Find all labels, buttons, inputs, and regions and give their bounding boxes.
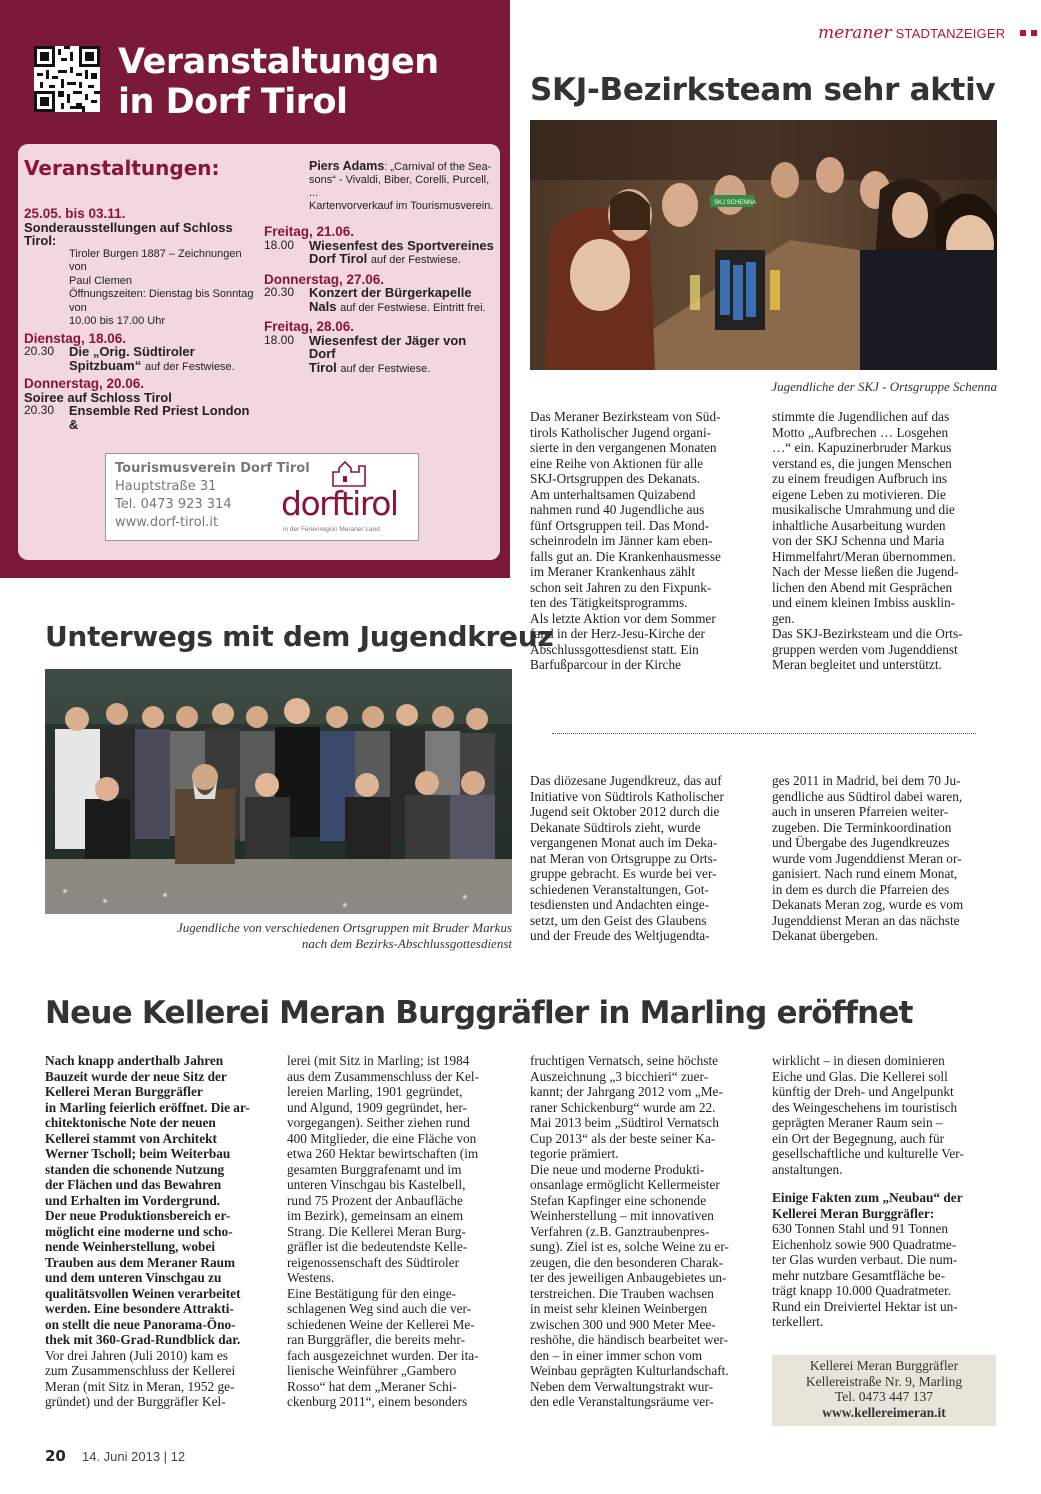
- event-note: auf der Festwiese. Eintritt frei.: [340, 301, 486, 314]
- text-line: Dekanate Südtirols zieht, wurde: [530, 819, 701, 835]
- text-line: nahmen rund 40 Jugendliche aus: [530, 502, 705, 517]
- text-line: nat Meran von Ortsgruppe zu Orts-: [530, 850, 718, 866]
- text-line: ckenburg 2011“, einem besonders: [287, 1394, 468, 1409]
- text-line: im Bezirk), gemeinsam an einem: [287, 1208, 464, 1223]
- event-time: 20.30: [24, 344, 55, 358]
- kellerei-contact-street: Kellereistraße Nr. 9, Marling: [805, 1373, 963, 1389]
- text-line: SKJ-Ortsgruppen des Dekanats.: [530, 471, 701, 486]
- text-line: gen.: [772, 610, 795, 626]
- text-line: vergangenen Monat auch im Deka-: [530, 835, 718, 850]
- event-right-column: [264, 160, 496, 376]
- text-line: raner Schickenburg“ wurde am 22.: [530, 1099, 716, 1115]
- text-line: ten des Tätigkeitsprogramms.: [530, 595, 688, 610]
- event-line: Paul Clemen: [69, 274, 132, 287]
- event-title: Soiree auf Schloss Tirol: [24, 389, 172, 405]
- event-title: Wiesenfest der Jäger von Dorf: [308, 332, 467, 361]
- text-line: Rosso“ hat dem „Meraner Schi-: [287, 1378, 457, 1394]
- text-line: werden. Eine besondere Attrakti-: [45, 1301, 234, 1316]
- events-title-line2: in Dorf Tirol: [118, 82, 348, 122]
- event-title: Sonderausstellungen auf Schloss Tirol:: [24, 219, 233, 248]
- text-line: gruppen werden vom Jugenddienst: [772, 641, 958, 657]
- text-line: Kellerei stammt von Architekt: [45, 1130, 217, 1146]
- event-line: sons“ - Vivaldi, Biber, Corelli, Purcell, ...: [309, 174, 490, 199]
- text-line: onsanlage ermöglicht Kellermeister: [530, 1177, 720, 1192]
- text-line: im Meraner Krankenhaus zählt: [530, 564, 696, 579]
- text-line: Initiative von Südtirols Katholischer: [530, 788, 724, 804]
- text-line: Meran (mit Sitz in Meran, 1952 ge-: [45, 1378, 235, 1394]
- jugendkreuz-caption: [45, 920, 512, 951]
- text-line: musikalische Umrahmung und die: [772, 502, 955, 517]
- jugendkreuz-column-1: [530, 773, 754, 944]
- text-line: trägt knapp 10.000 Quadratmeter.: [772, 1283, 952, 1298]
- text-line: Rund ein Dreiviertel Hektar ist un-: [772, 1298, 958, 1314]
- event-date: Donnerstag, 27.06.: [264, 271, 385, 287]
- text-line: Der neue Produktionsbereich er-: [45, 1208, 231, 1223]
- kellerei-column-4-body: [772, 1053, 996, 1177]
- text-line: Werner Tscholl; beim Weiterbau: [45, 1146, 231, 1161]
- event-note: auf der Festwiese.: [340, 362, 431, 375]
- skj-column-1: [530, 409, 754, 673]
- text-line: Einige Fakten zum „Neubau“ der: [772, 1190, 963, 1205]
- text-line: und Algund, 1909 gegründet, her-: [287, 1099, 467, 1115]
- kellerei-facts: [772, 1221, 996, 1330]
- text-line: ganisiert. Nach rund einem Monat,: [772, 866, 958, 881]
- text-line: Motto „Aufbrechen … Losgehen: [772, 424, 949, 440]
- caption-line: Jugendliche von verschiedenen Ortsgruppen mit Bruder Markus: [176, 920, 512, 935]
- issue-date: 14. Juni 2013 | 12: [82, 1449, 186, 1464]
- event-title: Die „Orig. Südtiroler: [69, 344, 195, 359]
- article-divider: [552, 733, 976, 734]
- skj-photo: [530, 120, 997, 370]
- masthead-caps: STADTANZEIGER: [895, 26, 1006, 41]
- event-date: Freitag, 21.06.: [264, 224, 355, 239]
- text-line: Cup 2013“ als der beste seiner Ka-: [530, 1130, 716, 1146]
- jugendkreuz-column-2: [772, 773, 996, 944]
- events-title-line1: Veranstaltungen: [118, 42, 439, 82]
- event-time: 20.30: [24, 403, 55, 417]
- event-line: : „Carnival of the Sea-: [384, 161, 492, 173]
- kellerei-contact-name: Kellerei Meran Burggräfler: [809, 1358, 959, 1373]
- event-date: Freitag, 28.06.: [264, 319, 355, 334]
- text-line: Mai 2013 beim „Südtirol Vernatsch: [530, 1115, 719, 1130]
- kellerei-column-1-body: [45, 1348, 269, 1410]
- skj-column-2: [772, 409, 996, 673]
- text-line: Kellerei Meran Burggräfler: [45, 1084, 203, 1099]
- event-time: 18.00: [264, 237, 295, 252]
- text-line: vorgegangen). Seither ziehen rund: [287, 1115, 470, 1130]
- skj-caption: Jugendliche der SKJ - Ortsgruppe Schenna: [771, 379, 997, 394]
- text-line: in Marling feierlich eröffnet. Die ar-: [45, 1099, 250, 1115]
- text-line: Dekanats Meran zog, wurde es vom: [772, 897, 964, 912]
- text-line: Neben dem Verwaltungstrakt wur-: [530, 1378, 714, 1394]
- text-line: und Erhalten im Vordergrund.: [45, 1192, 221, 1208]
- text-line: schlagenen Weg sind auch die ver-: [287, 1301, 472, 1316]
- text-line: Auszeichnung „3 bicchieri“ zuer-: [530, 1068, 709, 1084]
- text-line: Stefan Kapfinger eine schonende: [530, 1192, 707, 1208]
- text-line: den edle Veranstaltungsräume ver-: [530, 1394, 714, 1409]
- kellerei-column-2: [287, 1053, 511, 1410]
- kellerei-column-4: [772, 1053, 996, 1330]
- text-line: Nach knapp anderthalb Jahren: [45, 1053, 224, 1068]
- event-title: Ensemble Red Priest London &: [68, 403, 250, 432]
- text-line: verstand es, die jungen Menschen: [772, 455, 952, 471]
- text-line: Das SKJ-Bezirksteam und die Orts-: [772, 626, 963, 641]
- event-title: Dorf Tirol: [309, 251, 368, 266]
- masthead: [818, 23, 1005, 43]
- text-line: gesamten Burggrafenamt und im: [287, 1161, 462, 1177]
- text-line: Die neue und moderne Produkti-: [530, 1161, 705, 1177]
- logo-wordmark: dorftirol: [281, 484, 398, 523]
- masthead-script: meraner: [818, 23, 892, 43]
- text-line: lereien Marling, 1901 gegründet,: [287, 1084, 463, 1099]
- jugendkreuz-headline: Unterwegs mit dem Jugendkreuz: [45, 620, 554, 653]
- contact-street: Hauptstraße 31: [115, 479, 217, 494]
- text-line: unteren Vinschgau bis Kastelbell,: [287, 1177, 466, 1192]
- text-line: gräfler ist die bedeutendste Kelle-: [287, 1239, 468, 1254]
- text-line: Jugend seit Oktober 2012 durch die: [530, 804, 720, 819]
- text-line: stimmte die Jugendlichen auf das: [772, 409, 950, 424]
- text-line: Trauben aus dem Meraner Raum: [45, 1254, 236, 1270]
- text-line: …“ ein. Kapuzinerbruder Markus: [772, 440, 952, 455]
- text-line: sierte in den vergangenen Monaten: [530, 440, 717, 455]
- text-line: Himmelfahrt/Meran übernommen.: [772, 548, 956, 564]
- text-line: fünf Ortsgruppen teil. Das Mond-: [530, 517, 710, 533]
- event-date: Donnerstag, 20.06.: [24, 376, 145, 391]
- text-line: und Übergabe des Jugendkreuzes: [772, 835, 950, 850]
- text-line: und dem unteren Vinschgau zu: [45, 1270, 222, 1285]
- text-line: fruchtigen Vernatsch, seine höchste: [530, 1053, 719, 1068]
- event-time: 18.00: [264, 332, 295, 347]
- text-line: ter des jeweiligen Anbaugebietes un-: [530, 1270, 727, 1285]
- text-line: lichen den Abend mit Gesprächen: [772, 579, 953, 595]
- text-line: auch in unseren Pfarreien weiter-: [772, 804, 949, 819]
- text-line: Weinbau geprägten Kulturlandschaft.: [530, 1363, 729, 1378]
- text-line: wirklicht – in diesen dominieren: [772, 1053, 945, 1068]
- kellerei-column-3: [530, 1053, 754, 1410]
- text-line: in meist sehr kleinen Weinbergen: [530, 1301, 708, 1316]
- text-line: lienische Weinführer „Gambero: [287, 1363, 457, 1378]
- text-line: reshöhe, die händisch bearbeitet wer-: [530, 1332, 728, 1347]
- text-line: qualitätsvollen Weinen verarbeitet: [45, 1285, 241, 1301]
- text-line: und einem kleinen Imbiss ausklin-: [772, 595, 956, 610]
- text-line: terkellert.: [772, 1314, 824, 1329]
- text-line: mehr nutzbare Gesamtfläche be-: [772, 1267, 946, 1283]
- text-line: eine Reihe von Aktionen für alle: [530, 455, 704, 471]
- text-line: Eichenholz sowie 900 Quadratme-: [772, 1236, 957, 1252]
- text-line: Meran begleitet und unterstützt.: [772, 657, 942, 672]
- text-line: gendliche aus Südtirol dabei waren,: [772, 788, 963, 804]
- text-line: zugeben. Die Terminkoordination: [772, 819, 952, 835]
- event-title: Konzert der Bürgerkapelle: [309, 285, 472, 300]
- text-line: Eine Bestätigung für den einge-: [287, 1285, 457, 1301]
- event-performer: Piers Adams: [309, 159, 385, 173]
- text-line: Bauzeit wurde der neue Sitz der: [45, 1068, 227, 1084]
- text-line: on stellt die neue Panorama-Öno-: [45, 1316, 236, 1332]
- text-line: gründet) und der Burggräfler Kel-: [45, 1394, 226, 1409]
- text-line: schiedenen Veranstaltungen, Got-: [530, 881, 709, 897]
- text-line: Eiche und Glas. Die Kellerei soll: [772, 1068, 948, 1084]
- events-panel-title: [118, 42, 439, 122]
- event-left-column: [24, 207, 262, 431]
- dorftirol-logo: [281, 458, 413, 538]
- text-line: aus dem Zusammenschluss der Kel-: [287, 1068, 480, 1084]
- text-line: Das diözesane Jugendkreuz, das auf: [530, 773, 722, 788]
- text-line: anstaltungen.: [772, 1161, 843, 1177]
- text-line: Vor drei Jahren (Juli 2010) kam es: [45, 1347, 228, 1363]
- text-line: tegorie prämiert.: [530, 1146, 619, 1161]
- contact-name: Tourismusverein Dorf Tirol: [115, 461, 310, 476]
- text-line: ran Burggräfler, die bereits mehr-: [287, 1332, 466, 1347]
- page-number: 20: [45, 1447, 66, 1465]
- text-line: der Flächen und das Bewahren: [45, 1177, 222, 1192]
- kellerei-facts-heading: [772, 1190, 996, 1221]
- text-line: zum Zusammenschluss der Kellerei: [45, 1363, 236, 1378]
- text-line: zu einem freudigen Aufbruch ins: [772, 471, 948, 486]
- text-line: möglicht eine moderne und scho-: [45, 1223, 233, 1239]
- events-subheading: Veranstaltungen:: [24, 156, 220, 180]
- text-line: ges 2011 in Madrid, bei dem 70 Ju-: [772, 773, 961, 788]
- text-line: tirols Katholischer Jugend organi-: [530, 424, 712, 440]
- text-line: künftig der Dreh- und Angelpunkt: [772, 1084, 954, 1099]
- text-line: eigene Leben zu motivieren. Die: [772, 486, 946, 502]
- event-note: auf der Festwiese.: [144, 360, 235, 373]
- text-line: etwa 260 Hektar bewirtschaften (im: [287, 1146, 479, 1161]
- text-line: Nach der Messe ließen die Jugend-: [772, 564, 959, 579]
- skj-headline: SKJ-Bezirksteam sehr aktiv: [530, 72, 996, 108]
- event-title: Spitzbuam“: [69, 357, 142, 373]
- text-line: standen die schonende Nutzung: [45, 1161, 225, 1177]
- text-line: thek mit 360-Grad-Rundblick dar.: [45, 1332, 241, 1347]
- text-line: Als letzte Aktion vor dem Sommer: [530, 610, 716, 626]
- text-line: Westens.: [287, 1270, 335, 1285]
- event-title: Tirol: [308, 359, 337, 375]
- text-line: geprägten Meraner Raum sein –: [772, 1115, 943, 1130]
- caption-line: nach dem Bezirks-Abschlussgottesdienst: [301, 935, 512, 951]
- text-line: Dekanat übergeben.: [772, 928, 879, 943]
- text-line: Abschlussgottesdienst statt. Ein: [530, 641, 699, 657]
- text-line: schon seit Jahren zu den Fixpunk-: [530, 579, 712, 595]
- kellerei-column-1: [45, 1053, 269, 1410]
- text-line: Strang. Die Kellerei Meran Burg-: [287, 1223, 466, 1239]
- tourism-contact-box: [105, 453, 419, 541]
- text-line: den – in einer immer schon vom: [530, 1347, 703, 1363]
- event-title: Wiesenfest des Sportvereines: [309, 237, 494, 253]
- text-line: schiedenen Weine der Kellerei Me-: [287, 1316, 475, 1332]
- text-line: scheinrodeln im Jänner kam eben-: [530, 533, 713, 548]
- text-line: falls gut an. Die Krankenhausmesse: [530, 548, 721, 564]
- kellerei-contact-box: [772, 1355, 996, 1426]
- contact-phone: Tel. 0473 923 314: [115, 497, 232, 512]
- text-line: nende Weinherstellung, wobei: [45, 1239, 216, 1254]
- masthead-square-1: [1020, 30, 1026, 36]
- event-note: auf der Festwiese.: [370, 254, 461, 266]
- text-line: von der SKJ Schenna und Maria: [772, 533, 945, 548]
- text-line: Am unterhaltsamen Quizabend: [530, 486, 696, 502]
- text-line: in dem es durch die Pfarreien des: [772, 881, 950, 897]
- qr-code-icon: [34, 46, 100, 112]
- event-date: 25.05. bis 03.11.: [24, 206, 126, 221]
- text-line: gruppe gebracht. Es wurde bei ver-: [530, 866, 717, 881]
- text-line: fand in der Herz-Jesu-Kirche der: [530, 626, 705, 641]
- event-title: Nals: [309, 298, 337, 314]
- text-line: 400 Mitglieder, die eine Fläche von: [287, 1130, 477, 1146]
- jugendkreuz-photo: [45, 669, 512, 914]
- text-line: ein Ort der Begegnung, auch für: [772, 1130, 945, 1146]
- text-line: lerei (mit Sitz in Marling; ist 1984: [287, 1053, 470, 1068]
- masthead-square-2: [1031, 30, 1037, 36]
- event-time: 20.30: [264, 285, 295, 299]
- text-line: sung). Ziel ist es, solche Weine zu er-: [530, 1239, 729, 1254]
- text-line: ter Glas wurden verbaut. Die num-: [772, 1252, 958, 1267]
- text-line: zwischen 300 und 900 Meter Mee-: [530, 1316, 716, 1332]
- contact-web[interactable]: www.dorf-tirol.it: [115, 515, 219, 530]
- kellerei-contact-phone: Tel. 0473 447 137: [834, 1389, 934, 1404]
- event-line: Tiroler Burgen 1887 – Zeichnungen von: [69, 247, 242, 273]
- text-line: zeugen, die den besonderen Charak-: [530, 1254, 724, 1270]
- photo-sign-text: SKJ SCHENNA: [714, 200, 757, 206]
- text-line: tesdiensten und Andachten einge-: [530, 897, 710, 912]
- event-line: Kartenvorverkauf im Tourismusverein.: [309, 200, 494, 212]
- text-line: des Weingeschehens im touristisch: [772, 1099, 958, 1115]
- text-line: setzt, um den Geist des Glaubens: [530, 912, 707, 928]
- text-line: und der Freude des Weltjugendta-: [530, 928, 710, 943]
- text-line: wurde vom Jugenddienst Meran or-: [772, 850, 962, 866]
- text-line: terstreichen. Die Trauben wachsen: [530, 1285, 714, 1301]
- text-line: Jugenddienst Meran an das nächste: [772, 912, 960, 928]
- text-line: Verfahren (z.B. Ganztraubenpres-: [530, 1223, 710, 1239]
- text-line: kannt; der Jahrgang 2012 vom „Me-: [530, 1084, 723, 1099]
- text-line: Weinherstellung – mit innovativen: [530, 1208, 714, 1223]
- event-line: Öffnungszeiten: Dienstag bis Sonntag von: [69, 288, 254, 314]
- text-line: reigenossenschaft des Südtiroler: [287, 1254, 460, 1270]
- text-line: Kellerei Meran Burggräfler:: [772, 1205, 935, 1221]
- text-line: inhaltliche Ausarbeitung wurden: [772, 517, 946, 533]
- text-line: rund 75 Prozent der Anbaufläche: [287, 1192, 463, 1208]
- kellerei-contact-web[interactable]: www.kellereimeran.it: [822, 1404, 946, 1420]
- text-line: Das Meraner Bezirksteam von Süd-: [530, 409, 721, 424]
- text-line: Barfußparcour in der Kirche: [530, 657, 681, 672]
- event-line: 10.00 bis 17.00 Uhr: [69, 315, 166, 327]
- kellerei-lead: [45, 1053, 269, 1348]
- event-date: Dienstag, 18.06.: [24, 330, 127, 346]
- logo-tagline: in der Ferienregion Meraner Land: [283, 526, 380, 533]
- text-line: gesellschaftliche und kulturelle Ver-: [772, 1146, 964, 1161]
- kellerei-headline: Neue Kellerei Meran Burggräfler in Marling eröffnet: [45, 995, 913, 1031]
- text-line: 630 Tonnen Stahl und 91 Tonnen: [772, 1221, 949, 1236]
- text-line: chitektonische Note der neuen: [45, 1115, 216, 1130]
- text-line: fach ausgezeichnet wurden. Der ita-: [287, 1347, 479, 1363]
